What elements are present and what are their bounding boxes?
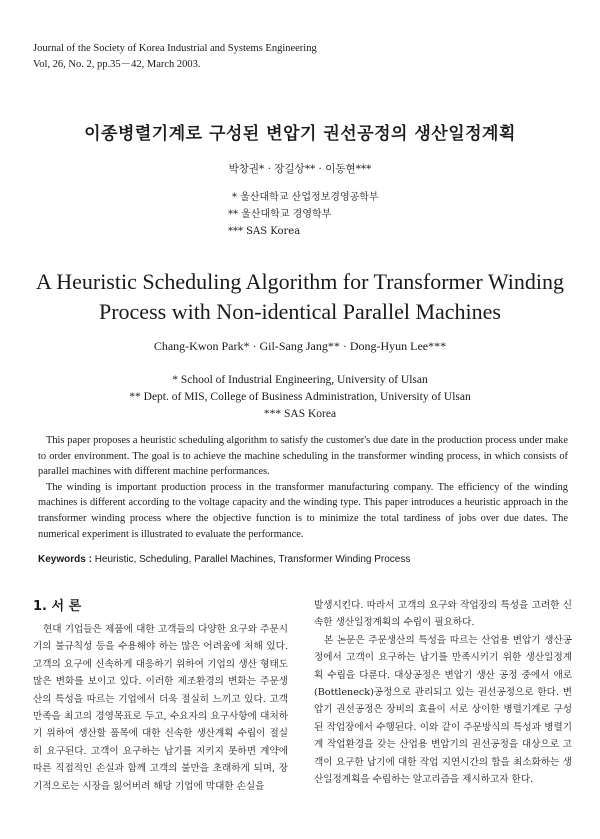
korean-affil-3: *** SAS Korea — [228, 226, 301, 237]
korean-affil-1: * 울산대학교 산업정보경영공학부 — [232, 192, 379, 203]
section-heading: 1. 서 론 — [33, 599, 82, 614]
english-authors: Chang-Kwon Park* · Gil-Sang Jang** · Dong-Hyun Lee*** — [153, 339, 447, 353]
keywords — [38, 554, 578, 565]
abstract-paragraph-1: This paper proposes a heuristic scheduling algorithm to satisfy the customer's due date in the production process under make to order environment. The goal is to achieve the machine scheduling in the transformer winding process, in which consists of parallel machines with different machine performances. — [38, 435, 568, 478]
body-paragraph: 발생시킨다. 따라서 고객의 요구와 작업장의 특성을 고려한 신속한 생산일정계획의 수립이 필요하다. — [314, 600, 572, 629]
body-paragraph: 현대 기업들은 제품에 대한 고객들의 다양한 요구와 주문시기의 불규칙성 등을 수용해야 하는 많은 어려움에 처해 있다. 고객의 요구에 신속하게 대응하기 위하여 기업의 생산 형태도 많은 변화를 보이고 있다. 이러한 제조환경의 변화는 주문생산의 특성을 따르는 기업에서 더욱 절실히 느끼고 있다. 고객만족을 최고의 경영목표로 두고, 수요자의 요구사항에 대처하기 위하여 생산할 품목에 대한 신속한 생산계획 수립이 절실히 요구된다. 고객이 요구하는 납기를 지키지 못하면 계약에 따른 직접적인 손실과 함께 고객의 불만을 초래하게 되며, 장기적으로는 시장을 잃어버려 해당 기업에 막대한 손실을 — [33, 624, 288, 792]
abstract-paragraph-2: The winding is important production process in the transformer manufacturing company. The efficiency of the winding machines is different according to the voltage capacity and the winding type. This paper introduces a heuristic approach in the transformer winding process where the objective function is to minimize the total tardiness of jobs over due dates. The numerical experiment is illustrated to evaluate the performance. — [38, 481, 568, 540]
english-title — [0, 267, 600, 327]
english-affiliations — [0, 372, 600, 423]
left-column — [33, 597, 288, 795]
english-title-line2: Process with Non-identical Parallel Machines — [98, 299, 501, 324]
body-paragraph: 본 논문은 주문생산의 특성을 따르는 산업용 변압기 생산공정에서 고객이 요구하는 납기를 만족시키기 위한 생산일정계획 수립을 다룬다. 대상공정은 변압기 생산 공정 중에서 애로(Bottleneck)공정으로 관리되고 있는 권선공정으로 한다. 변압기 권선공정은 장비의 효율이 서로 상이한 병렬기계로 구성된 작업장에서 수행된다. 이와 같이 주문방식의 특성과 병렬기계 작업환경을 갖는 산업용 변압기의 권선공정을 대상으로 고객이 요구한 납기에 대한 작업 지연시간의 합을 최소화하는 생산일정계획을 수립하는 알고리즘을 제시하고자 한다. — [314, 634, 572, 786]
korean-title: 이종병렬기계로 구성된 변압기 권선공정의 생산일정계획 — [84, 124, 516, 144]
english-affil-3: *** SAS Korea — [263, 408, 337, 420]
right-column — [314, 597, 572, 788]
korean-affil-2: ** 울산대학교 경영학부 — [228, 209, 332, 220]
journal-name: Journal of the Society of Korea Industrial and Systems Engineering — [33, 43, 317, 54]
english-title-line1: A Heuristic Scheduling Algorithm for Transformer Winding — [36, 269, 564, 294]
keywords-label: Keywords : — [38, 554, 92, 565]
journal-volume: Vol, 26, No. 2, pp.35－42, March 2003. — [33, 59, 201, 70]
keywords-text: Heuristic, Scheduling, Parallel Machines, Transformer Winding Process — [94, 554, 411, 565]
korean-authors: 박창권* · 장길상** · 이동현*** — [228, 163, 372, 175]
english-affil-1: * School of Industrial Engineering, University of Ulsan — [172, 374, 428, 386]
english-affil-2: ** Dept. of MIS, College of Business Administration, University of Ulsan — [129, 391, 471, 403]
journal-header — [33, 41, 317, 73]
abstract — [38, 433, 568, 542]
